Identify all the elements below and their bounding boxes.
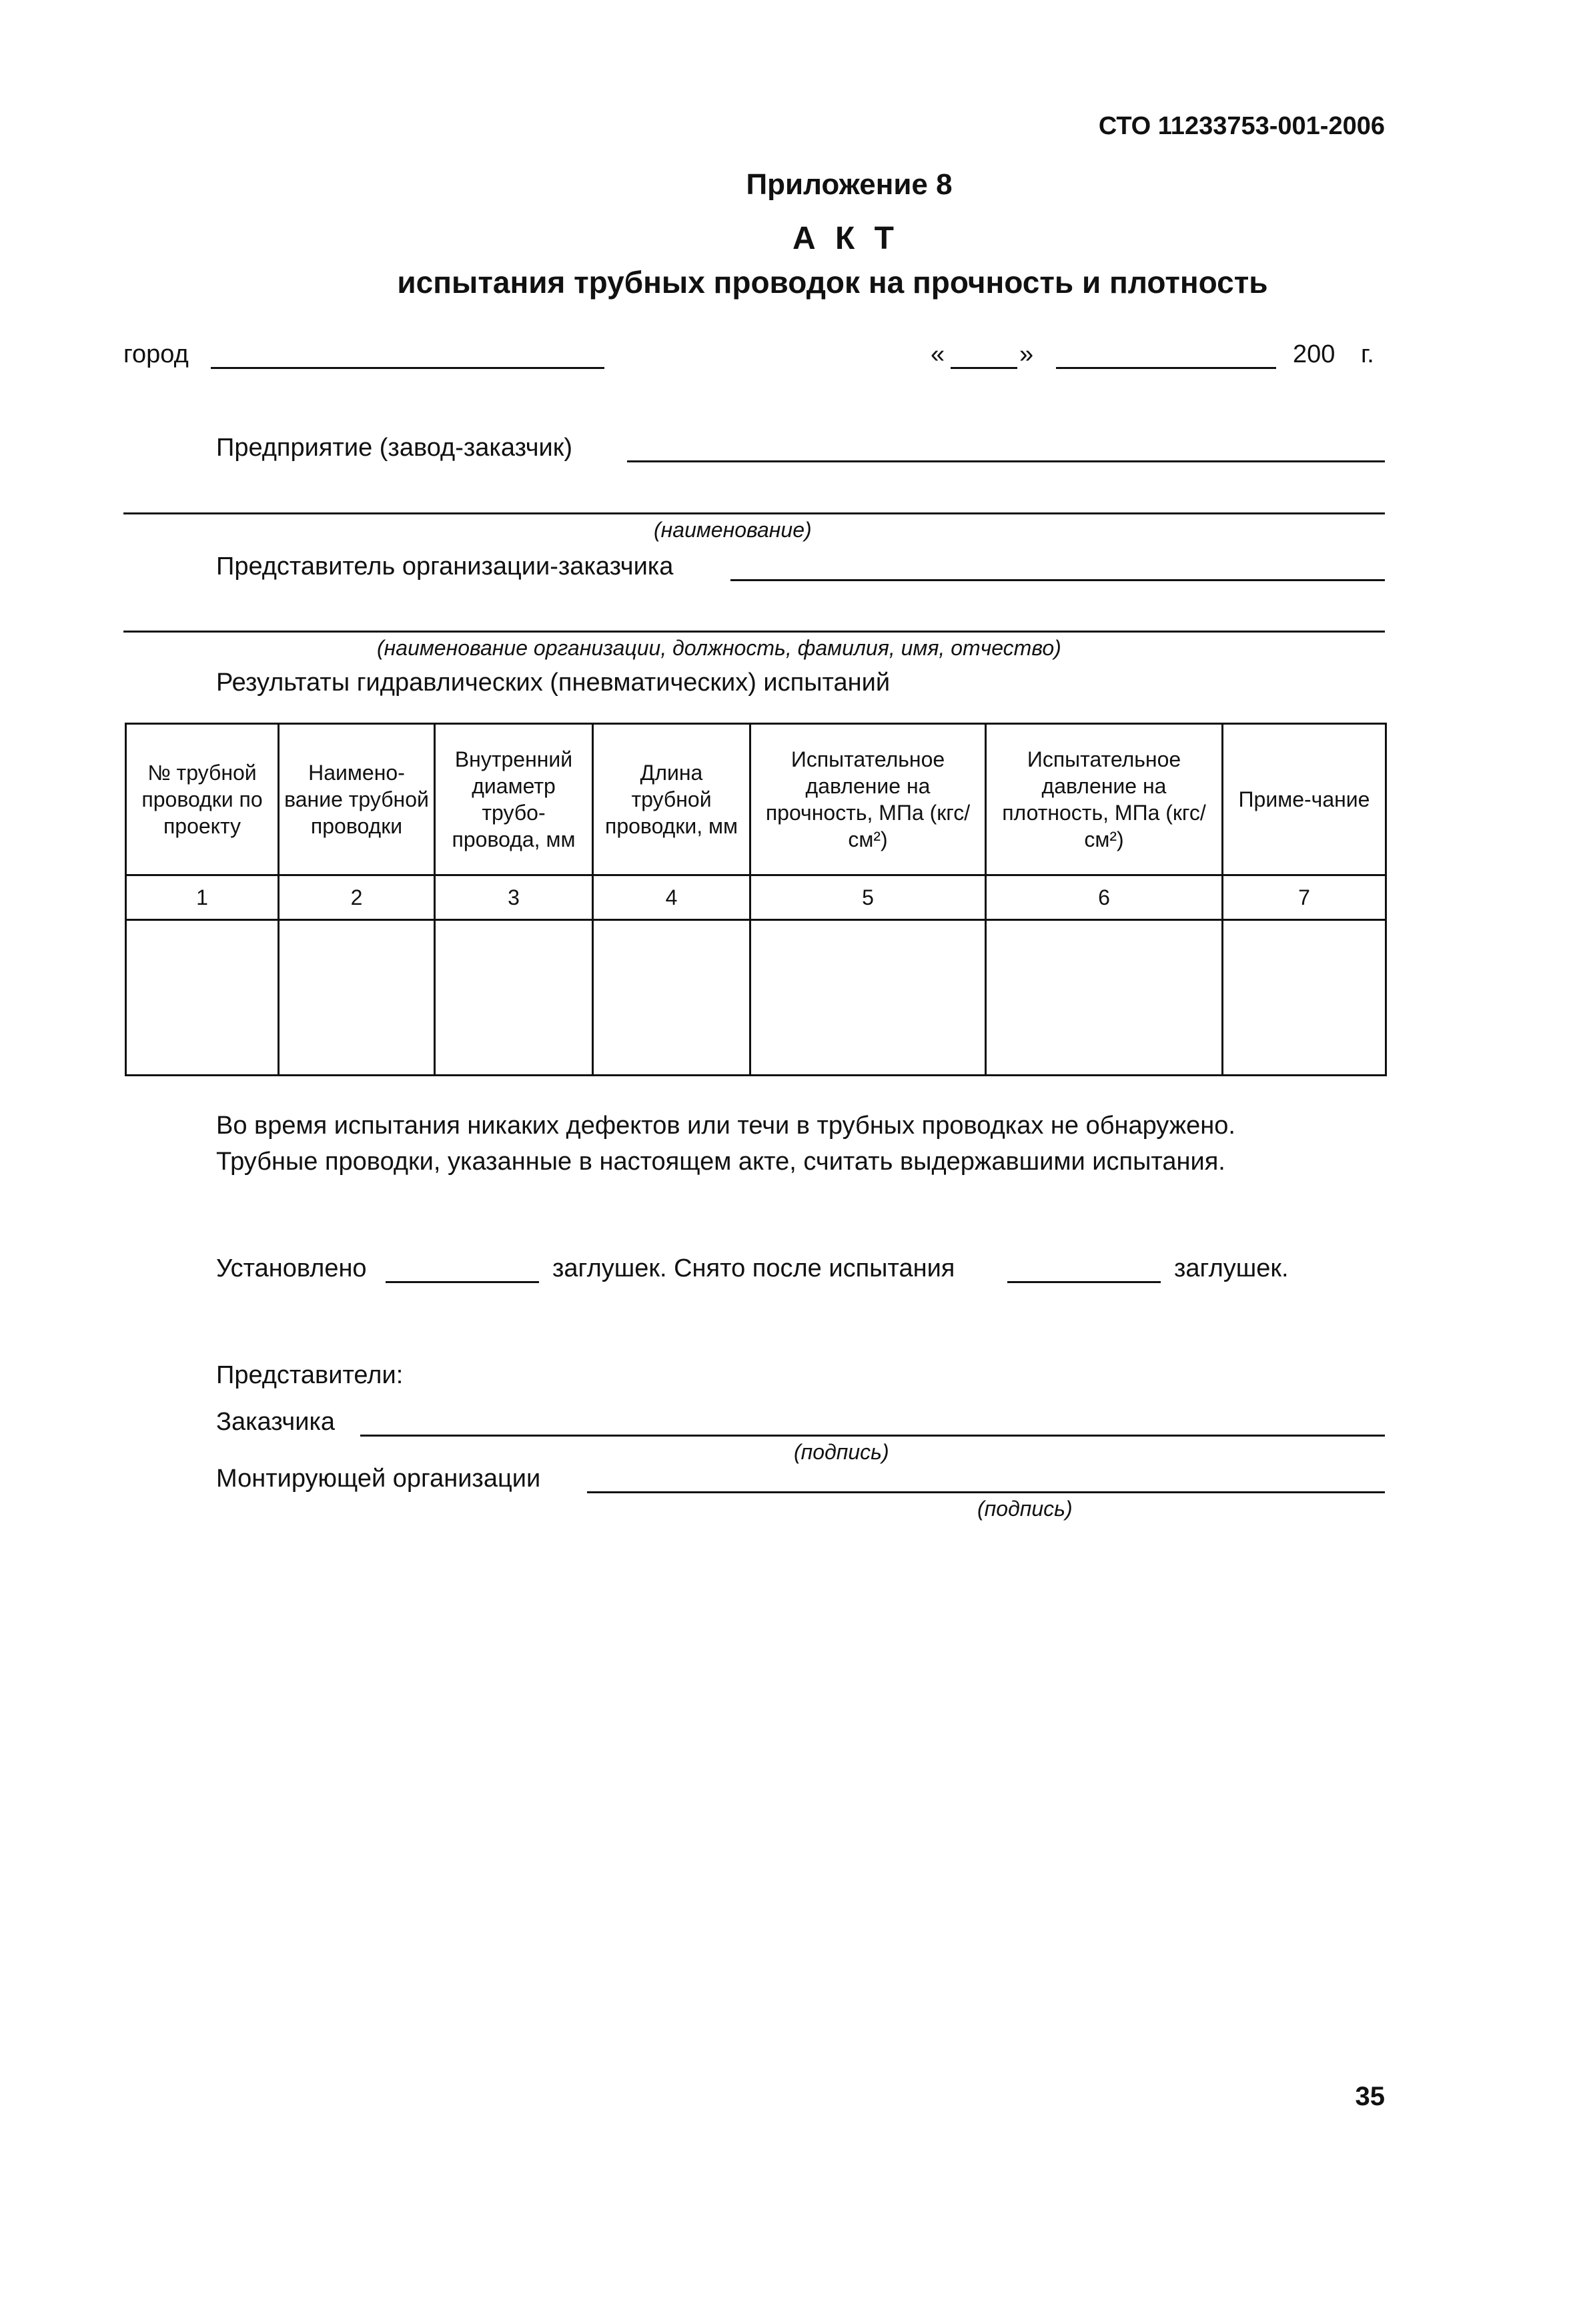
customer-signature-label: Заказчика xyxy=(216,1408,336,1436)
plugs-removed-label: заглушек. Снято после испытания xyxy=(552,1254,955,1282)
table-row xyxy=(126,920,1386,1076)
header-density-pressure: Испытательное давление на плотность, МПа (кгс/см²) xyxy=(986,724,1223,875)
date-quote-open: « xyxy=(931,340,945,368)
column-number: 4 xyxy=(593,875,750,920)
column-number: 3 xyxy=(435,875,593,920)
table-cell[interactable] xyxy=(1223,920,1386,1076)
plugs-installed-label: Установлено xyxy=(216,1254,367,1282)
table-cell[interactable] xyxy=(126,920,279,1076)
city-field[interactable] xyxy=(211,367,604,369)
header-strength-pressure: Испытательное давление на прочность, МПа (кгс/см²) xyxy=(750,724,986,875)
column-number: 5 xyxy=(750,875,986,920)
document-code: СТО 11233753-001-2006 xyxy=(1098,112,1385,140)
results-heading: Результаты гидравлических (пневматических) испытаний xyxy=(216,669,891,697)
enterprise-field[interactable] xyxy=(627,460,1385,462)
act-title: А К Т xyxy=(792,221,899,256)
year-prefix: 200 xyxy=(1293,340,1336,368)
header-inner-diameter: Внутренний диаметр трубо-провода, мм xyxy=(435,724,593,875)
header-length: Длина трубной проводки, мм xyxy=(593,724,750,875)
results-table xyxy=(125,723,1387,1076)
table-cell[interactable] xyxy=(279,920,435,1076)
table-cell[interactable] xyxy=(435,920,593,1076)
header-pipe-name: Наимено-вание трубной проводки xyxy=(279,724,435,875)
enterprise-label: Предприятие (завод-заказчик) xyxy=(216,434,573,462)
column-number: 2 xyxy=(279,875,435,920)
representatives-heading: Представители: xyxy=(216,1361,404,1389)
customer-rep-label: Представитель организации-заказчика xyxy=(216,552,674,580)
customer-rep-field[interactable] xyxy=(730,579,1385,581)
table-header-row xyxy=(126,724,1386,875)
conclusion-line-1: Во время испытания никаких дефектов или течи в трубных проводках не обнаружено. xyxy=(216,1112,1235,1140)
day-field[interactable] xyxy=(951,367,1017,369)
appendix-title: Приложение 8 xyxy=(746,168,953,201)
act-subtitle: испытания трубных проводок на прочность и плотность xyxy=(397,265,1268,300)
column-number: 1 xyxy=(126,875,279,920)
month-field[interactable] xyxy=(1056,367,1276,369)
customer-signature-caption: (подпись) xyxy=(794,1440,889,1464)
customer-rep-field-2[interactable] xyxy=(123,631,1385,633)
page-number: 35 xyxy=(1355,2082,1385,2111)
date-quote-close: » xyxy=(1019,340,1034,368)
header-pipe-number: № трубной проводки по проекту xyxy=(126,724,279,875)
plugs-installed-field[interactable] xyxy=(386,1281,539,1283)
conclusion-line-2: Трубные проводки, указанные в настоящем акте, считать выдержавшими испытания. xyxy=(216,1148,1225,1176)
table-cell[interactable] xyxy=(593,920,750,1076)
installer-signature-caption: (подпись) xyxy=(977,1497,1073,1521)
enterprise-field-2[interactable] xyxy=(123,512,1385,514)
enterprise-caption: (наименование) xyxy=(654,518,812,542)
column-number: 7 xyxy=(1223,875,1386,920)
table-cell[interactable] xyxy=(986,920,1223,1076)
year-suffix: г. xyxy=(1361,340,1374,368)
customer-signature-field[interactable] xyxy=(360,1435,1385,1437)
plugs-removed-field[interactable] xyxy=(1007,1281,1161,1283)
table-column-numbers-row xyxy=(126,875,1386,920)
installer-signature-field[interactable] xyxy=(587,1491,1385,1493)
installer-signature-label: Монтирующей организации xyxy=(216,1465,541,1493)
column-number: 6 xyxy=(986,875,1223,920)
customer-rep-caption: (наименование организации, должность, фамилия, имя, отчество) xyxy=(377,636,1061,660)
city-label: город xyxy=(123,340,189,368)
plugs-end-label: заглушек. xyxy=(1174,1254,1289,1282)
table-cell[interactable] xyxy=(750,920,986,1076)
header-note: Приме-чание xyxy=(1223,724,1386,875)
